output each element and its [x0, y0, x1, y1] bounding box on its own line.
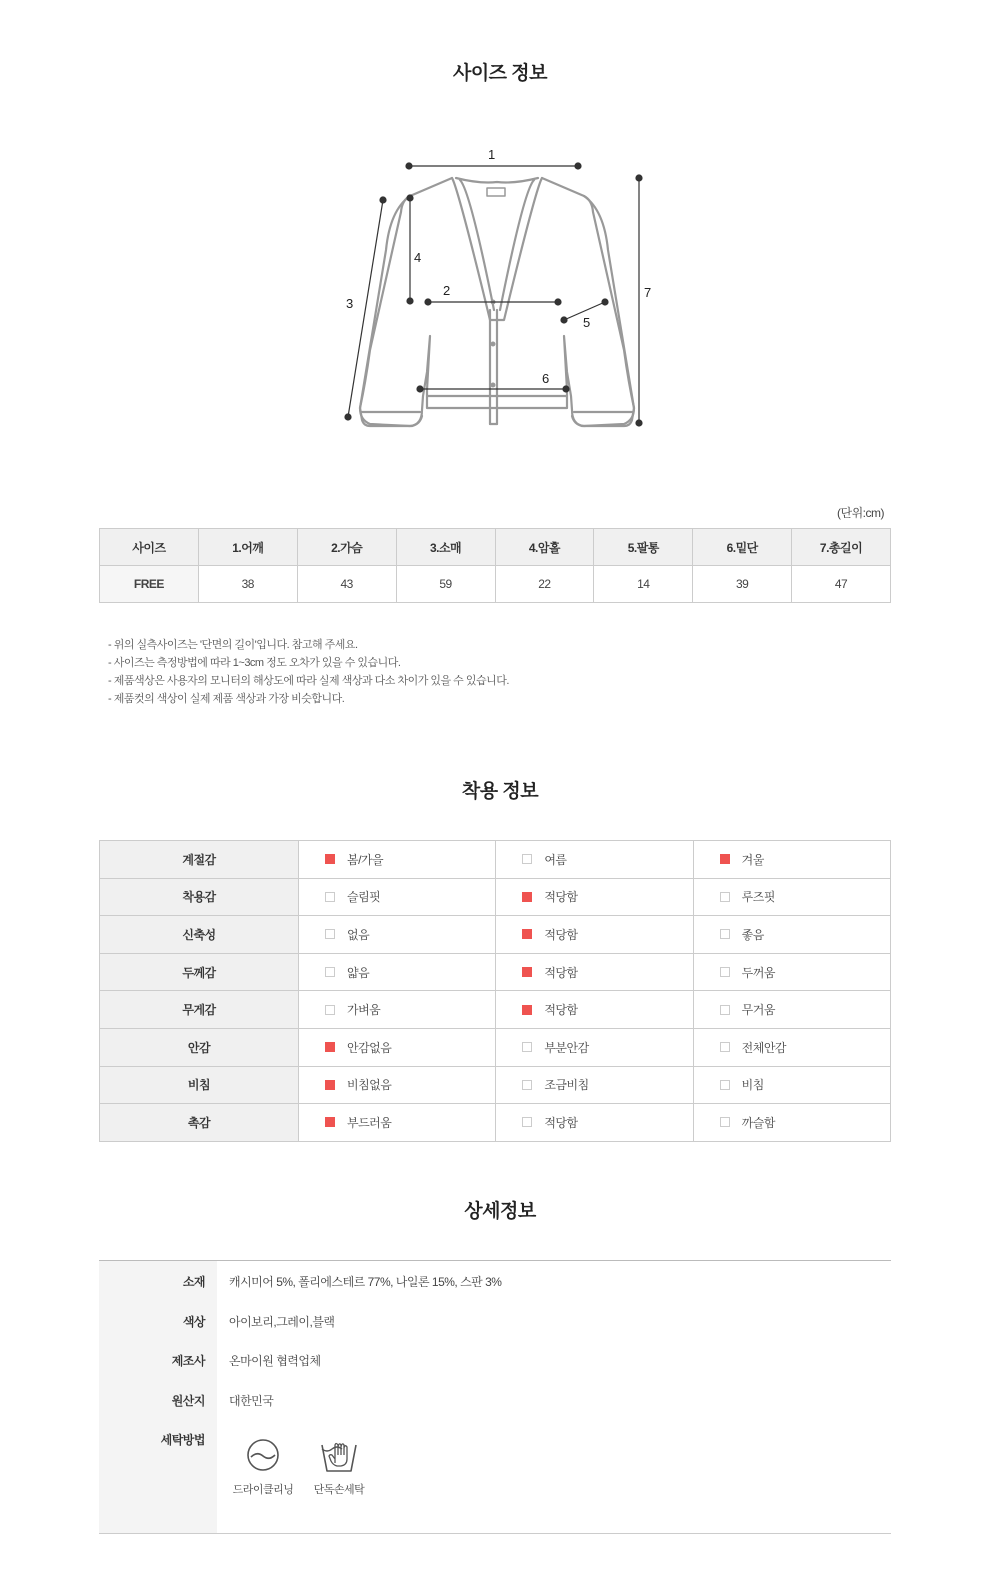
- fit-option-label: 여름: [544, 852, 567, 867]
- fit-option-cell: [299, 916, 496, 954]
- unchecked-box-icon: [522, 1117, 532, 1127]
- fit-option-label: 적당함: [544, 927, 578, 942]
- diagram-label-4: 4: [414, 250, 422, 265]
- detail-value: 온마이원 협력업체: [229, 1354, 321, 1368]
- fit-option: [299, 926, 495, 943]
- fit-row: [100, 991, 891, 1029]
- fit-row: [100, 916, 891, 954]
- fit-option-label: 가벼움: [347, 1003, 381, 1018]
- fit-option-cell: [299, 841, 496, 879]
- fit-option: [299, 1076, 495, 1093]
- fit-option: [496, 1076, 692, 1093]
- fit-option-cell: [693, 1028, 890, 1066]
- note-line: - 사이즈는 측정방법에 따라 1~3cm 정도 오차가 있을 수 있습니다.: [108, 657, 401, 669]
- fit-option-cell: [299, 1104, 496, 1142]
- fit-option-cell: [299, 953, 496, 991]
- fit-option-cell: [299, 1066, 496, 1104]
- checked-box-icon: [522, 929, 532, 939]
- diagram-label-7: 7: [644, 285, 652, 300]
- diagram-label-6: 6: [542, 371, 550, 386]
- checked-box-icon: [522, 1005, 532, 1015]
- size-header: 1.어깨: [198, 529, 297, 566]
- size-cell: 14: [594, 566, 693, 603]
- fit-option-cell: [496, 953, 693, 991]
- fit-option-label: 까슬함: [741, 1115, 775, 1130]
- fit-option-label: 적당함: [544, 1003, 578, 1018]
- detail-label: 색상: [182, 1315, 205, 1329]
- fit-option-cell: [299, 878, 496, 916]
- checked-box-icon: [325, 1117, 335, 1127]
- fit-table: [99, 840, 891, 1142]
- size-cell: 22: [495, 566, 594, 603]
- detail-table: [99, 1260, 891, 1534]
- fit-option-cell: [496, 1066, 693, 1104]
- fit-option: [299, 888, 495, 905]
- fit-option-label: 슬림핏: [347, 890, 381, 905]
- diagram-label-1: 1: [488, 147, 496, 162]
- fit-row: [100, 841, 891, 879]
- detail-label: 원산지: [171, 1394, 205, 1408]
- care-item-hand-wash: [304, 1437, 374, 1497]
- note-line: - 제품색상은 사용자의 모니터의 해상도에 따라 실제 색상과 다소 차이가 있을 수 있습니다.: [108, 675, 509, 687]
- size-cell: 39: [693, 566, 792, 603]
- size-header: 5.팔통: [594, 529, 693, 566]
- fit-option: [496, 888, 692, 905]
- fit-option-label: 적당함: [544, 965, 578, 980]
- fit-option-cell: [496, 991, 693, 1029]
- fit-option: [496, 1001, 692, 1018]
- fit-option: [496, 1114, 692, 1131]
- fit-option-cell: [496, 1104, 693, 1142]
- fit-option-cell: [693, 1066, 890, 1104]
- fit-option-label: 비침없음: [347, 1078, 392, 1093]
- fit-option: [299, 1039, 495, 1056]
- detail-label: 세탁방법: [160, 1433, 205, 1447]
- fit-option-cell: [693, 1104, 890, 1142]
- fit-option-cell: [693, 878, 890, 916]
- size-header: 3.소매: [396, 529, 495, 566]
- size-header: 사이즈: [100, 529, 199, 566]
- size-cell: 38: [198, 566, 297, 603]
- fit-option: [496, 1039, 692, 1056]
- unchecked-box-icon: [720, 892, 730, 902]
- fit-option-label: 루즈핏: [741, 890, 775, 905]
- fit-row-label: 무게감: [100, 991, 299, 1029]
- diagram-label-5: 5: [583, 315, 591, 330]
- detail-value: 캐시미어 5%, 폴리에스테르 77%, 나일론 15%, 스판 3%: [229, 1275, 502, 1289]
- care-label: 단독손세탁: [313, 1484, 365, 1496]
- fit-option-label: 두꺼움: [741, 965, 775, 980]
- fit-option-label: 전체안감: [741, 1040, 787, 1055]
- size-header: 7.총길이: [792, 529, 891, 566]
- detail-value: 대한민국: [229, 1394, 274, 1408]
- fit-option-label: 비침: [741, 1078, 764, 1093]
- unchecked-box-icon: [325, 929, 335, 939]
- detail-label: 제조사: [171, 1354, 205, 1368]
- detail-value: 아이보리,그레이,블랙: [229, 1315, 335, 1329]
- fit-option: [299, 1001, 495, 1018]
- size-table: [99, 528, 891, 603]
- unchecked-box-icon: [325, 967, 335, 977]
- fit-row: [100, 1028, 891, 1066]
- size-cell: 47: [792, 566, 891, 603]
- fit-row-label: 두께감: [100, 953, 299, 991]
- unchecked-box-icon: [720, 929, 730, 939]
- checked-box-icon: [325, 854, 335, 864]
- fit-row-label: 계절감: [100, 841, 299, 879]
- dry-cleaning-icon: [245, 1437, 281, 1473]
- care-label: 드라이클리닝: [232, 1484, 294, 1496]
- cardigan-measurement-diagram: [330, 140, 670, 440]
- size-cell: 59: [396, 566, 495, 603]
- unchecked-box-icon: [522, 854, 532, 864]
- size-info-title: 사이즈 정보: [452, 63, 548, 84]
- fit-option-label: 부드러움: [347, 1115, 392, 1130]
- unchecked-box-icon: [522, 1042, 532, 1052]
- unchecked-box-icon: [522, 1080, 532, 1090]
- checked-box-icon: [325, 1042, 335, 1052]
- size-header: 4.암홀: [495, 529, 594, 566]
- fit-option-label: 적당함: [544, 1115, 578, 1130]
- size-cell: FREE: [100, 566, 199, 603]
- hand-wash-icon: [319, 1437, 359, 1473]
- fit-option: [694, 888, 890, 905]
- fit-option-cell: [496, 916, 693, 954]
- fit-option-label: 좋음: [741, 927, 764, 942]
- fit-row: [100, 878, 891, 916]
- fit-option-label: 부분안감: [544, 1040, 589, 1055]
- fit-row-label: 비침: [100, 1066, 299, 1104]
- unchecked-box-icon: [325, 1005, 335, 1015]
- fit-option-cell: [299, 991, 496, 1029]
- fit-option: [694, 1039, 890, 1056]
- fit-option-cell: [693, 841, 890, 879]
- unchecked-box-icon: [325, 892, 335, 902]
- detail-info-title: 상세정보: [464, 1201, 536, 1222]
- unchecked-box-icon: [720, 1005, 730, 1015]
- checked-box-icon: [522, 967, 532, 977]
- unchecked-box-icon: [720, 1117, 730, 1127]
- care-item-dry-cleaning: [228, 1437, 298, 1497]
- unchecked-box-icon: [720, 1080, 730, 1090]
- fit-option: [694, 1001, 890, 1018]
- fit-option: [694, 851, 890, 868]
- fit-option-label: 안감없음: [347, 1040, 392, 1055]
- fit-option-cell: [496, 1028, 693, 1066]
- size-notes: [108, 636, 509, 708]
- fit-row-label: 촉감: [100, 1104, 299, 1142]
- size-header: 6.밑단: [693, 529, 792, 566]
- fit-info-title: 착용 정보: [461, 781, 539, 802]
- fit-option-cell: [496, 841, 693, 879]
- size-table-header-row: [100, 529, 891, 566]
- fit-option: [694, 1076, 890, 1093]
- checked-box-icon: [325, 1080, 335, 1090]
- checked-box-icon: [522, 892, 532, 902]
- fit-row: [100, 1066, 891, 1104]
- size-unit: (단위:cm): [836, 506, 884, 520]
- fit-option: [694, 926, 890, 943]
- unchecked-box-icon: [720, 1042, 730, 1052]
- fit-option-label: 무거움: [741, 1003, 775, 1018]
- fit-option: [496, 851, 692, 868]
- diagram-label-2: 2: [443, 283, 451, 298]
- fit-row: [100, 1104, 891, 1142]
- note-line: - 위의 실측사이즈는 '단면의 길이'입니다. 참고해 주세요.: [108, 639, 358, 651]
- size-header: 2.가슴: [297, 529, 396, 566]
- fit-option-cell: [693, 916, 890, 954]
- fit-option: [496, 926, 692, 943]
- fit-option-label: 얇음: [347, 965, 370, 980]
- diagram-label-3: 3: [346, 296, 354, 311]
- fit-row-label: 신축성: [100, 916, 299, 954]
- size-cell: 43: [297, 566, 396, 603]
- fit-option-label: 겨울: [741, 852, 764, 867]
- fit-option: [694, 1114, 890, 1131]
- detail-label: 소재: [182, 1275, 205, 1289]
- unchecked-box-icon: [720, 967, 730, 977]
- fit-option-label: 봄/가을: [347, 852, 384, 867]
- fit-option-label: 적당함: [544, 890, 578, 905]
- fit-option-cell: [693, 953, 890, 991]
- fit-option-cell: [496, 878, 693, 916]
- fit-option: [496, 964, 692, 981]
- fit-option: [299, 851, 495, 868]
- fit-option: [694, 964, 890, 981]
- fit-option-label: 조금비침: [544, 1078, 589, 1093]
- fit-option: [299, 964, 495, 981]
- checked-box-icon: [720, 854, 730, 864]
- note-line: - 제품컷의 색상이 실제 제품 색상과 가장 비슷합니다.: [108, 693, 345, 705]
- fit-option-cell: [299, 1028, 496, 1066]
- fit-row-label: 착용감: [100, 878, 299, 916]
- fit-option: [299, 1114, 495, 1131]
- fit-option-label: 없음: [347, 927, 370, 942]
- fit-row: [100, 953, 891, 991]
- table-row: [100, 566, 891, 603]
- fit-option-cell: [693, 991, 890, 1029]
- fit-row-label: 안감: [100, 1028, 299, 1066]
